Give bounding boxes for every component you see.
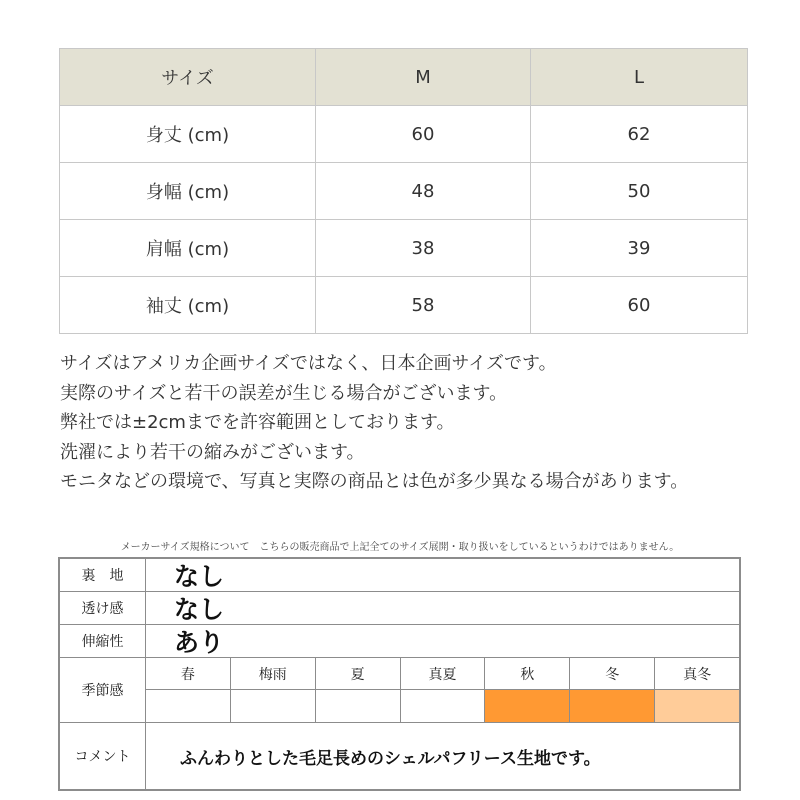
- season-indicator: [316, 690, 401, 722]
- value-m: 58: [316, 277, 531, 334]
- table-row: [60, 277, 748, 334]
- season-indicator: [570, 690, 655, 722]
- attr-value-comment: ふんわりとした毛足長めのシェルパフリース生地です。: [180, 748, 601, 769]
- row-label: 身幅 (cm): [60, 163, 316, 220]
- size-header-l: L: [531, 49, 748, 106]
- value-m: 48: [316, 163, 531, 220]
- season-names: [146, 658, 739, 690]
- season-indicator: [146, 690, 231, 722]
- value-l: 60: [531, 277, 748, 334]
- attr-row-lining: [60, 559, 739, 592]
- attr-row-sheerness: [60, 592, 739, 625]
- value-m: 38: [316, 220, 531, 277]
- value-l: 50: [531, 163, 748, 220]
- season-name: 秋: [485, 658, 570, 689]
- note-line: 洗濯により若干の縮みがございます。: [60, 441, 365, 463]
- attribute-table: [58, 557, 741, 791]
- row-label: 身丈 (cm): [60, 106, 316, 163]
- row-label: 袖丈 (cm): [60, 277, 316, 334]
- attr-label-comment: コメント: [60, 723, 146, 789]
- size-header-m: M: [316, 49, 531, 106]
- season-name: 梅雨: [231, 658, 316, 689]
- attr-label-sheerness: 透け感: [60, 592, 146, 624]
- season-indicators: [146, 690, 739, 722]
- attr-row-stretch: [60, 625, 739, 658]
- attr-value-lining: なし: [174, 562, 225, 591]
- attr-row-comment: [60, 723, 739, 789]
- season-name: 真夏: [401, 658, 486, 689]
- attr-label-stretch: 伸縮性: [60, 625, 146, 657]
- season-indicator: [401, 690, 486, 722]
- size-notes: [60, 349, 780, 497]
- value-l: 39: [531, 220, 748, 277]
- table-row: [60, 163, 748, 220]
- table-row: [60, 106, 748, 163]
- value-l: 62: [531, 106, 748, 163]
- season-indicator: [485, 690, 570, 722]
- size-header-label: サイズ: [60, 49, 316, 106]
- season-indicator: [231, 690, 316, 722]
- size-table: [59, 48, 748, 334]
- attr-value-sheerness: なし: [174, 595, 225, 624]
- season-name: 夏: [316, 658, 401, 689]
- attr-value-stretch: あり: [174, 628, 225, 657]
- value-m: 60: [316, 106, 531, 163]
- attr-label-lining: 裏 地: [60, 559, 146, 591]
- note-line: 実際のサイズと若干の誤差が生じる場合がございます。: [60, 382, 508, 404]
- size-table-header-row: [60, 49, 748, 106]
- note-line: サイズはアメリカ企画サイズではなく、日本企画サイズです。: [60, 353, 557, 374]
- note-line: 弊社では±2cmまでを許容範囲としております。: [60, 412, 455, 433]
- season-indicator: [655, 690, 739, 722]
- row-label: 肩幅 (cm): [60, 220, 316, 277]
- note-line: モニタなどの環境で、写真と実際の商品とは色が多少異なる場合があります。: [60, 471, 689, 492]
- maker-size-note: メーカーサイズ規格について こちらの販売商品で上記全てのサイズ展開・取り扱いをしているというわけではありません。: [120, 542, 680, 553]
- season-name: 冬: [570, 658, 655, 689]
- season-name: 春: [146, 658, 231, 689]
- attr-label-season: 季節感: [60, 658, 146, 722]
- attr-row-season: [60, 658, 739, 723]
- season-name: 真冬: [683, 666, 712, 683]
- table-row: [60, 220, 748, 277]
